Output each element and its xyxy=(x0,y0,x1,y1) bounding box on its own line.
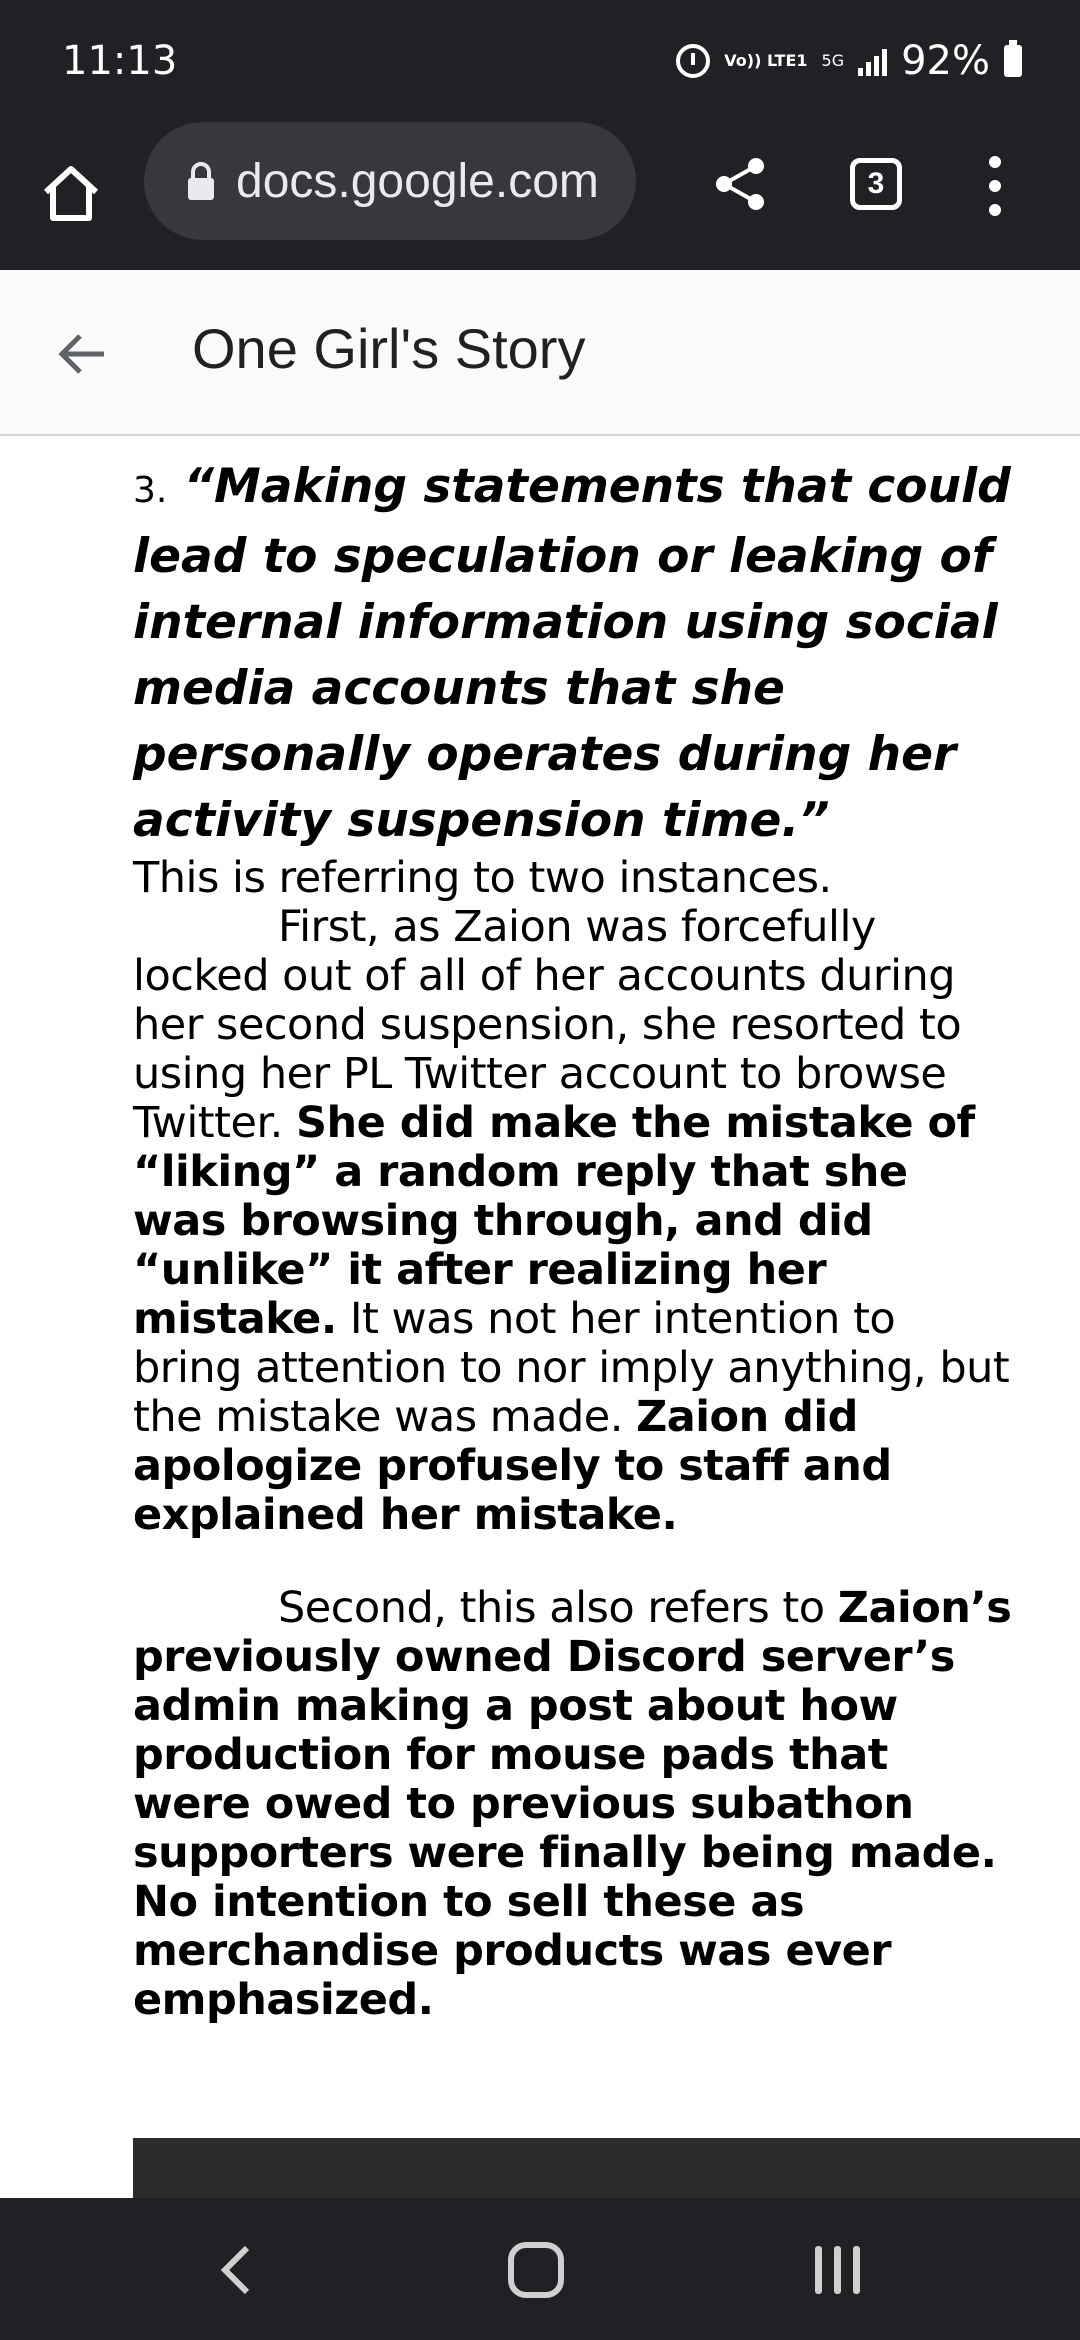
heading-text: “Making statements that could lead to speculation or leaking of internal information using social media accounts that she personally operates during her activity suspension time.” xyxy=(133,459,1011,848)
url-text: docs.google.com xyxy=(236,154,599,208)
home-icon[interactable] xyxy=(40,162,102,224)
intro-line: This is referring to two instances. xyxy=(133,853,832,903)
signal-icon xyxy=(858,46,887,76)
lock-icon xyxy=(186,161,216,201)
status-time: 11:13 xyxy=(62,38,178,84)
paragraph-first: First, as Zaion was forcefully locked out of all of her accounts during her second suspension, she resorted to using her PL Twitter account to browse Twitter. She did make the mistake of “liking” a random reply that she was browsing through, and did “unlike” it after realizing her mistake. It was not her intention to bring attention to nor imply anything, but the mistake was made. Zaion did apologize profusely to staff and explained her mistake. xyxy=(133,902,1010,1540)
doc-header xyxy=(0,270,1080,436)
nav-back-icon[interactable] xyxy=(215,2242,255,2298)
address-bar[interactable] xyxy=(144,122,636,240)
status-icons xyxy=(676,38,1022,84)
embedded-image xyxy=(133,2138,1080,2198)
section-heading xyxy=(133,454,1013,854)
battery-icon xyxy=(1004,45,1022,77)
nav-home-icon[interactable] xyxy=(508,2242,564,2298)
network-indicator: 5G xyxy=(821,51,845,70)
status-bar xyxy=(0,0,1080,122)
browser-toolbar xyxy=(0,122,1080,270)
doc-title: One Girl's Story xyxy=(192,317,586,380)
nav-recents-icon[interactable] xyxy=(815,2246,860,2294)
system-nav-bar xyxy=(0,2198,1080,2340)
tab-switcher-button[interactable]: 3 xyxy=(850,158,902,210)
share-icon[interactable] xyxy=(712,156,768,212)
volte-indicator: Vo)) LTE1 xyxy=(724,51,808,70)
alarm-icon xyxy=(676,44,710,78)
paragraph-second: Second, this also refers to Zaion’s previously owned Discord server’s admin making a post about how production for mouse pads that were owed to previous subathon supporters were finally being made. No intention to sell these as merchandise products was ever emphasized. xyxy=(133,1583,1012,2025)
back-arrow-icon[interactable] xyxy=(54,326,110,382)
doc-content xyxy=(133,454,1013,2025)
heading-number: 3. xyxy=(133,470,168,511)
more-vert-icon[interactable] xyxy=(988,156,1002,216)
battery-percent: 92% xyxy=(901,38,990,84)
